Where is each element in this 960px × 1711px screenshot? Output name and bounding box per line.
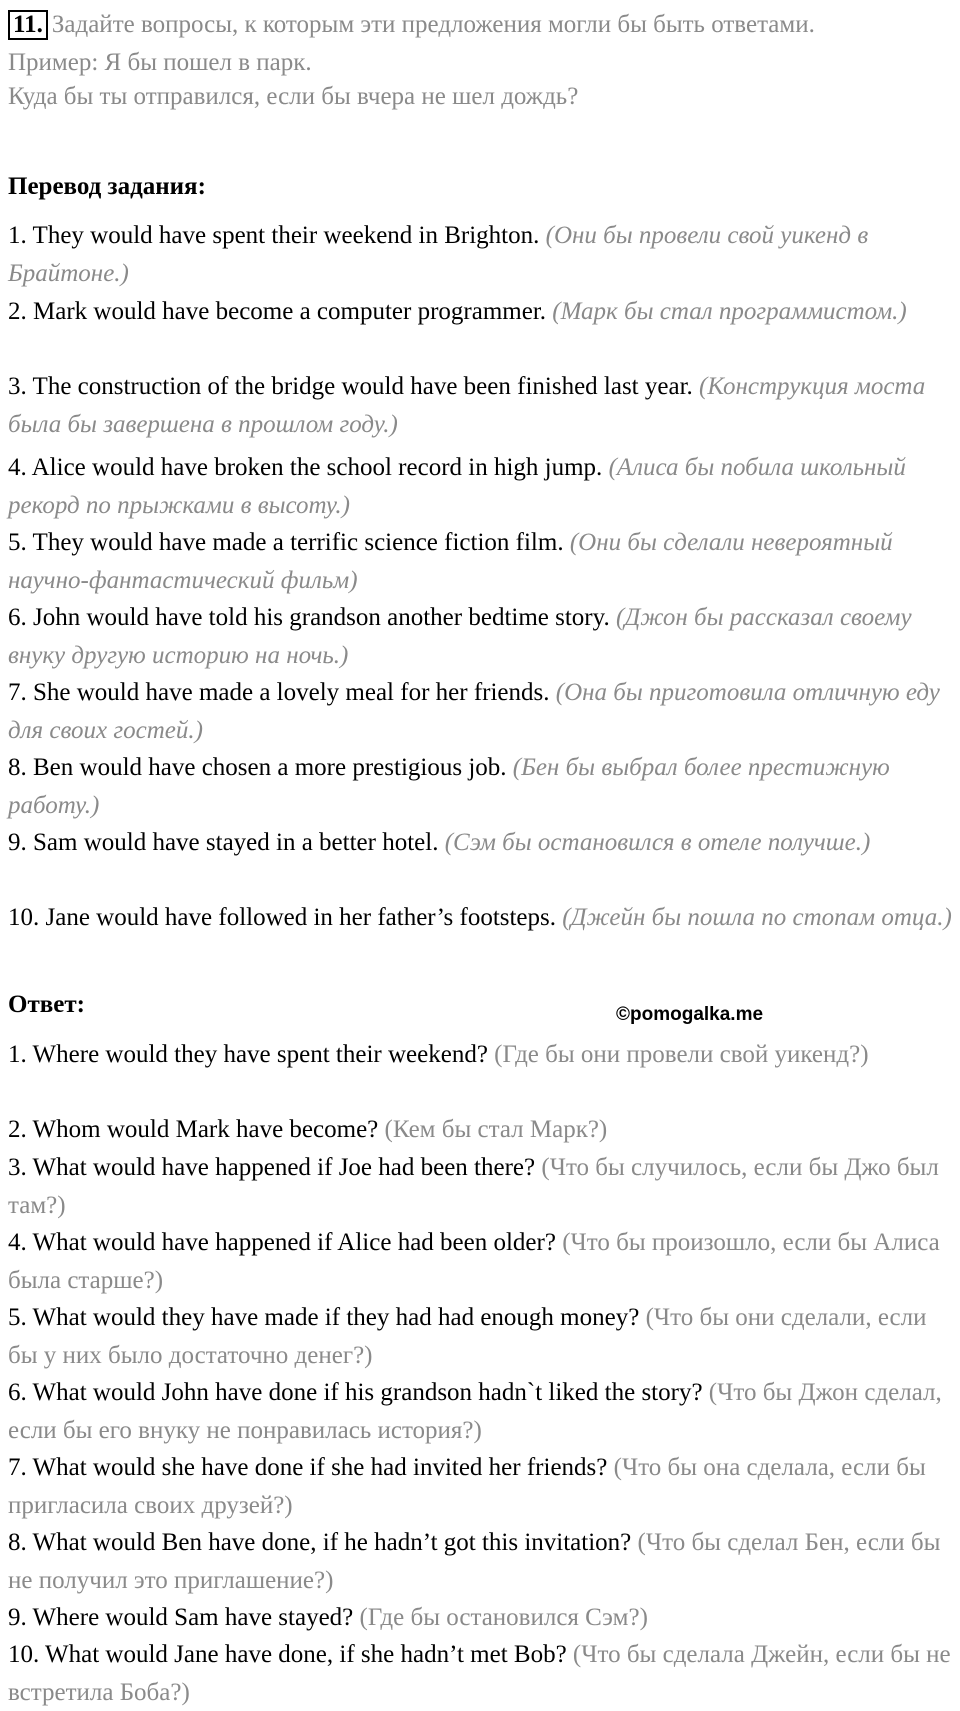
translation-item-en: 1. They would have spent their weekend in Brighton. — [8, 222, 540, 249]
translation-item-ru: (Алиса бы побила школьный рекорд по прыжками в высоту.) — [8, 454, 906, 519]
answer-item — [8, 1599, 953, 1637]
answer-item — [8, 1224, 953, 1299]
translation-item-ru: (Они бы провели свой уикенд в Брайтоне.) — [8, 222, 869, 287]
translation-item-en: 3. The construction of the bridge would have been finished last year. — [8, 373, 693, 400]
answer-item-en: 5. What would they have made if they had had enough money? — [8, 1304, 640, 1331]
translation-heading: Перевод задания: — [8, 173, 206, 200]
answer-item — [8, 1299, 953, 1374]
answer-item-en: 7. What would she have done if she had invited her friends? — [8, 1454, 608, 1481]
answer-item-en: 2. Whom would Mark have become? — [8, 1116, 379, 1143]
task-instruction-text: Задайте вопросы, к которым эти предложения могли бы быть ответами. — [51, 11, 815, 38]
answer-item-ru: (Где бы они провели свой уикенд?) — [494, 1041, 869, 1068]
answer-item-ru: (Что бы сделала Джейн, если бы не встретила Боба?) — [8, 1641, 951, 1706]
translation-item — [8, 599, 953, 674]
translation-item-ru: (Джейн бы пошла по стопам отца.) — [562, 904, 952, 931]
translation-item-en: 8. Ben would have chosen a more prestigious job. — [8, 754, 507, 781]
answer-item-ru: (Что бы случилось, если бы Джо был там?) — [8, 1154, 939, 1219]
translation-item-ru: (Бен бы выбрал более престижную работу.) — [8, 754, 890, 819]
answer-item-ru: (Что бы сделал Бен, если бы не получил это приглашение?) — [8, 1529, 941, 1594]
translation-item-ru: (Джон бы рассказал своему внуку другую историю на ночь.) — [8, 604, 912, 669]
answer-item-ru: (Что бы они сделали, если бы у них было достаточно денег?) — [8, 1304, 927, 1369]
translation-item — [8, 899, 953, 937]
answer-item-en: 4. What would have happened if Alice had been older? — [8, 1229, 556, 1256]
answer-item-en: 6. What would John have done if his grandson hadn`t liked the story? — [8, 1379, 703, 1406]
answer-item — [8, 1524, 953, 1599]
translation-item-en: 9. Sam would have stayed in a better hotel. — [8, 829, 439, 856]
answer-heading: Ответ: — [8, 991, 85, 1018]
task-number-box: 11. — [8, 10, 48, 40]
answer-item-ru: (Что бы произошло, если бы Алиса была старше?) — [8, 1229, 940, 1294]
translation-item-en: 10. Jane would have followed in her father’s footsteps. — [8, 904, 557, 931]
translation-item — [8, 674, 953, 749]
translation-item-ru: (Марк бы стал программистом.) — [552, 298, 907, 325]
answer-item — [8, 1149, 953, 1224]
answer-item-ru: (Что бы она сделала, если бы пригласила своих друзей?) — [8, 1454, 926, 1519]
translation-item — [8, 524, 953, 599]
answer-item-en: 3. What would have happened if Joe had been there? — [8, 1154, 536, 1181]
translation-item-en: 6. John would have told his grandson another bedtime story. — [8, 604, 610, 631]
answer-item — [8, 1374, 953, 1449]
translation-item-ru: (Конструкция моста была бы завершена в прошлом году.) — [8, 373, 926, 438]
answer-item-en: 1. Where would they have spent their weekend? — [8, 1041, 488, 1068]
translation-item-en: 2. Mark would have become a computer programmer. — [8, 298, 547, 325]
answer-item — [8, 1111, 953, 1149]
watermark: ©pomogalka.me — [616, 1004, 764, 1025]
translation-item-ru: (Сэм бы остановился в отеле получше.) — [444, 829, 871, 856]
translation-item-en: 7. She would have made a lovely meal for her friends. — [8, 679, 550, 706]
answer-item-ru: (Кем бы стал Марк?) — [384, 1116, 608, 1143]
answer-item-en: 8. What would Ben have done, if he hadn’t got this invitation? — [8, 1529, 632, 1556]
answer-item — [8, 1036, 953, 1074]
translation-item — [8, 449, 953, 524]
answer-item-en: 10. What would Jane have done, if she hadn’t met Bob? — [8, 1641, 567, 1668]
translation-item — [8, 293, 953, 331]
translation-item — [8, 368, 953, 443]
translation-item — [8, 749, 953, 824]
answer-item-ru: (Где бы остановился Сэм?) — [359, 1604, 648, 1631]
translation-item — [8, 217, 953, 292]
task-example-question: Куда бы ты отправился, если бы вчера не шел дождь? — [8, 83, 579, 110]
answer-item-en: 9. Where would Sam have stayed? — [8, 1604, 354, 1631]
answer-item — [8, 1636, 953, 1711]
answer-item — [8, 1449, 953, 1524]
task-instruction — [8, 8, 815, 42]
translation-item — [8, 824, 953, 862]
translation-item-ru: (Они бы сделали невероятный научно-фантастический фильм) — [8, 529, 893, 594]
translation-item-en: 5. They would have made a terrific science fiction film. — [8, 529, 564, 556]
translation-item-ru: (Она бы приготовила отличную еду для своих гостей.) — [8, 679, 940, 744]
translation-item-en: 4. Alice would have broken the school record in high jump. — [8, 454, 603, 481]
answer-item-ru: (Что бы Джон сделал, если бы его внуку не понравилась история?) — [8, 1379, 942, 1444]
task-example: Пример: Я бы пошел в парк. — [8, 49, 312, 76]
